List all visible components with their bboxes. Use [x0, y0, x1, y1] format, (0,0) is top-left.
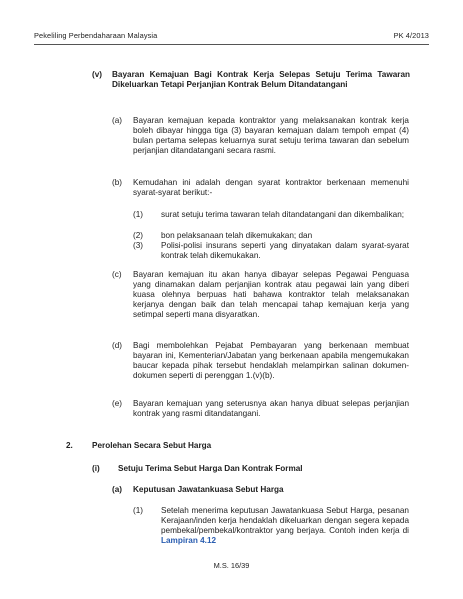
subsection-a-label: (a) [112, 485, 123, 494]
item-e-label: (e) [112, 399, 123, 408]
section-v-label: (v) [92, 70, 103, 79]
subsection-i-title: Setuju Terima Sebut Harga Dan Kontrak Formal [118, 464, 303, 473]
page-number: M.S. 16/39 [213, 561, 250, 570]
item-b2-text: bon pelaksanaan telah dikemukakan; dan [161, 231, 313, 240]
section-v-title: Bayaran Kemajuan Bagi Kontrak Kerja Selepas Setuju Terima Tawaran Dikeluarkan Tetapi Perjanjian Kontrak Belum Ditandatangani [112, 70, 410, 90]
subsection-i-label: (i) [92, 464, 100, 473]
section-2-title: Perolehan Secara Sebut Harga [92, 441, 212, 450]
item-e-text: Bayaran kemajuan yang seterusnya akan hanya dibuat selepas perjanjian kontrak yang rasmi ditandatangani. [133, 399, 409, 419]
item-b-label: (b) [112, 178, 123, 187]
item-c-text: Bayaran kemajuan itu akan hanya dibayar selepas Pegawai Penguasa yang dinamakan dalam perjanjian kontrak atau pegawai lain yang diberi kuasa olehnya berpuas hati bahawa kontraktor telah melaksanakan kerjanya dengan baik dan telah mencapai tahap kemajuan kerja yang setimpal seperti mana disyaratkan. [133, 270, 409, 320]
item-a-label: (a) [112, 116, 123, 125]
para-1-text [161, 506, 409, 546]
para-1-label: (1) [133, 506, 144, 515]
item-b-text: Kemudahan ini adalah dengan syarat kontraktor berkenaan memenuhi syarat-syarat berikut:- [133, 178, 409, 198]
item-d-label: (d) [112, 341, 123, 350]
item-c-label: (c) [112, 270, 122, 279]
item-b3-text: Polisi-polisi insurans seperti yang dinyatakan dalam syarat-syarat kontrak telah dikemukakan. [161, 241, 409, 261]
item-b1-text: surat setuju terima tawaran telah ditandatangani dan dikembalikan; [161, 210, 405, 219]
item-b2-label: (2) [133, 231, 144, 240]
item-b3-label: (3) [133, 241, 144, 250]
header-rule [34, 44, 429, 45]
item-d-text: Bagi membolehkan Pejabat Pembayaran yang berkenaan membuat bayaran ini, Kementerian/Jabatan yang berkenaan apabila mengemukakan baucar kepada pihak tersebut hendaklah melampirkan salinan dokumen-dokumen seperti di perenggan 1.(v)(b). [133, 341, 409, 381]
item-a-text: Bayaran kemajuan kepada kontraktor yang melaksanakan kontrak kerja boleh dibayar hingga tiga (3) bayaran kemajuan dalam tempoh empat (4) bulan pertama selepas keluarnya surat setuju terima tawaran dan sebelum perjanjian ditandatangani secara rasmi. [133, 116, 409, 156]
subsection-a-title: Keputusan Jawatankuasa Sebut Harga [133, 485, 284, 494]
item-b1-label: (1) [133, 210, 144, 219]
header-title: Pekeliling Perbendaharaan Malaysia [34, 31, 158, 40]
section-2-label: 2. [66, 441, 73, 450]
para-1-body: Setelah menerima keputusan Jawatankuasa Sebut Harga, pesanan Kerajaan/inden kerja hendaklah dikeluarkan dengan segera kepada pembekal/pembekal/kontraktor yang berjaya. Contoh inden kerja di [161, 506, 409, 536]
appendix-link[interactable]: Lampiran 4.12 [161, 536, 217, 546]
header-reference: PK 4/2013 [393, 31, 429, 40]
